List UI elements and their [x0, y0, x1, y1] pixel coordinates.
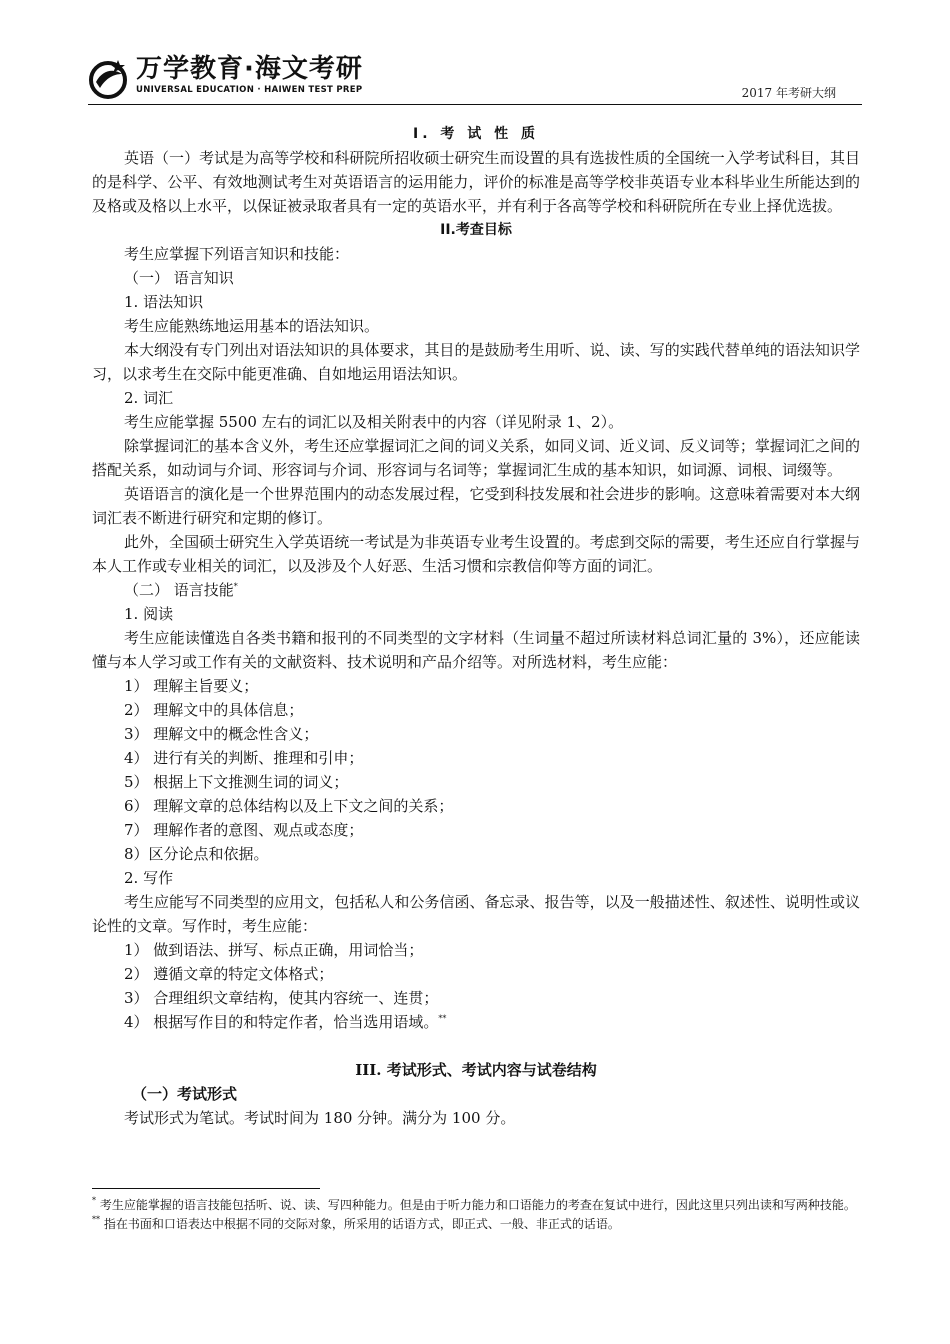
footnotes: [92, 1196, 860, 1234]
writing-paragraph: 考生应能写不同类型的应用文，包括私人和公务信函、备忘录、报告等，以及一般描述性、叙述性、说明性或议论性的文章。写作时，考生应能：: [92, 893, 860, 935]
reading-item: 8）区分论点和依据。: [124, 845, 269, 863]
footnote-1-mark: *: [92, 1196, 96, 1205]
subsection-exam-format: （一）考试形式: [132, 1085, 238, 1103]
writing-item: [92, 1010, 860, 1034]
section-spacer: [92, 1034, 860, 1058]
reading-item: 2） 理解文中的具体信息；: [124, 701, 304, 719]
vocabulary-paragraph-1: 考生应能掌握 5500 左右的词汇以及相关附表中的内容（详见附录 1、2）。: [124, 413, 624, 431]
footnote-1-text: 考生应能掌握的语言技能包括听、说、读、写四种能力。但是由于听力能力和口语能力的考查在复试中进行，因此这里只列出读和写两种技能。: [96, 1198, 856, 1212]
vocabulary-paragraph-4: 此外，全国硕士研究生入学英语统一考试是为非英语专业考生设置的。考虑到交际的需要，考生还应自行掌握与本人工作或专业相关的词汇，以及涉及个人好恶、生活习惯和宗教信仰等方面的词汇。: [92, 533, 860, 575]
logo-chinese-text: 万学教育·海文考研: [136, 54, 363, 84]
section-2-title: II.考查目标: [440, 222, 512, 238]
section-1-title: I. 考 试 性 质: [412, 126, 540, 142]
reading-item: 7） 理解作者的意图、观点或态度；: [124, 821, 364, 839]
writing-heading: 2. 写作: [124, 869, 174, 887]
vocabulary-paragraph-3: 英语语言的演化是一个世界范围内的动态发展过程，它受到科技发展和社会进步的影响。这意味着需要对本大纲词汇表不断进行研究和定期的修订。: [92, 485, 860, 527]
writing-item-text: 4） 根据写作目的和特定作者，恰当选用语域。: [124, 1013, 439, 1031]
writing-item: 3） 合理组织文章结构，使其内容统一、连贯；: [124, 989, 439, 1007]
logo-english-text: UNIVERSAL EDUCATION · HAIWEN TEST PREP: [136, 85, 363, 95]
subsection-language-knowledge: （一） 语言知识: [124, 269, 234, 287]
reading-item: 1） 理解主旨要义；: [124, 677, 259, 695]
reading-paragraph: 考生应能读懂选自各类书籍和报刊的不同类型的文字材料（生词量不超过所读材料总词汇量的 3%），还应能读懂与本人学习或工作有关的文献资料、技术说明和产品介绍等。对所选材料，考生应能：: [92, 629, 860, 671]
exam-format-paragraph: 考试形式为笔试。考试时间为 180 分钟。满分为 100 分。: [124, 1109, 516, 1127]
reading-heading: 1. 阅读: [124, 605, 174, 623]
reading-item: 4） 进行有关的判断、推理和引申；: [124, 749, 364, 767]
haiwen-logo-icon: [88, 56, 132, 100]
vocabulary-heading: 2. 词汇: [124, 389, 174, 407]
footnote-1: [92, 1196, 860, 1215]
grammar-heading: 1. 语法知识: [124, 293, 204, 311]
footnote-ref-1: *: [233, 582, 238, 591]
document-label: 2017 年考研大纲: [741, 86, 836, 100]
main-content: [92, 122, 860, 1130]
footnote-2-mark: **: [92, 1215, 100, 1224]
subsection-language-skills-label: （二） 语言技能: [124, 581, 234, 599]
header-divider: [88, 104, 862, 105]
grammar-paragraph-2: 本大纲没有专门列出对语法知识的具体要求，其目的是鼓励考生用听、说、读、写的实践代替单纯的语法知识学习，以求考生在交际中能更准确、自如地运用语法知识。: [92, 341, 860, 383]
section-2-intro: 考生应掌握下列语言知识和技能：: [124, 245, 350, 263]
section-3-title: III. 考试形式、考试内容与试卷结构: [355, 1061, 597, 1079]
footnote-2-text: 指在书面和口语表达中根据不同的交际对象，所采用的话语方式，即正式、一般、非正式的话语。: [100, 1217, 620, 1231]
reading-item: 5） 根据上下文推测生词的词义；: [124, 773, 349, 791]
vocabulary-paragraph-2: 除掌握词汇的基本含义外，考生还应掌握词汇之间的词义关系，如同义词、近义词、反义词等；掌握词汇之间的搭配关系，如动词与介词、形容词与介词、形容词与名词等；掌握词汇生成的基本知识，如词源、词根、词缀等。: [92, 437, 860, 479]
writing-item: 2） 遵循文章的特定文体格式；: [124, 965, 334, 983]
footnote-2: [92, 1215, 860, 1234]
page-header: [88, 52, 862, 104]
footnote-ref-2: **: [438, 1014, 447, 1023]
subsection-language-skills: [92, 578, 860, 602]
reading-item: 6） 理解文章的总体结构以及上下文之间的关系；: [124, 797, 454, 815]
grammar-paragraph-1: 考生应能熟练地运用基本的语法知识。: [124, 317, 380, 335]
footnote-divider: [92, 1188, 320, 1189]
section-1-paragraph: 英语（一）考试是为高等学校和科研院所招收硕士研究生而设置的具有选拔性质的全国统一入学考试科目，其目的是科学、公平、有效地测试考生对英语语言的运用能力，评价的标准是高等学校非英语专业本科毕业生所能达到的及格或及格以上水平，以保证被录取者具有一定的英语水平，并有利于各高等学校和科研院所在专业上择优选拔。: [92, 149, 860, 215]
reading-item: 3） 理解文中的概念性含义；: [124, 725, 319, 743]
writing-item: 1） 做到语法、拼写、标点正确，用词恰当；: [124, 941, 424, 959]
